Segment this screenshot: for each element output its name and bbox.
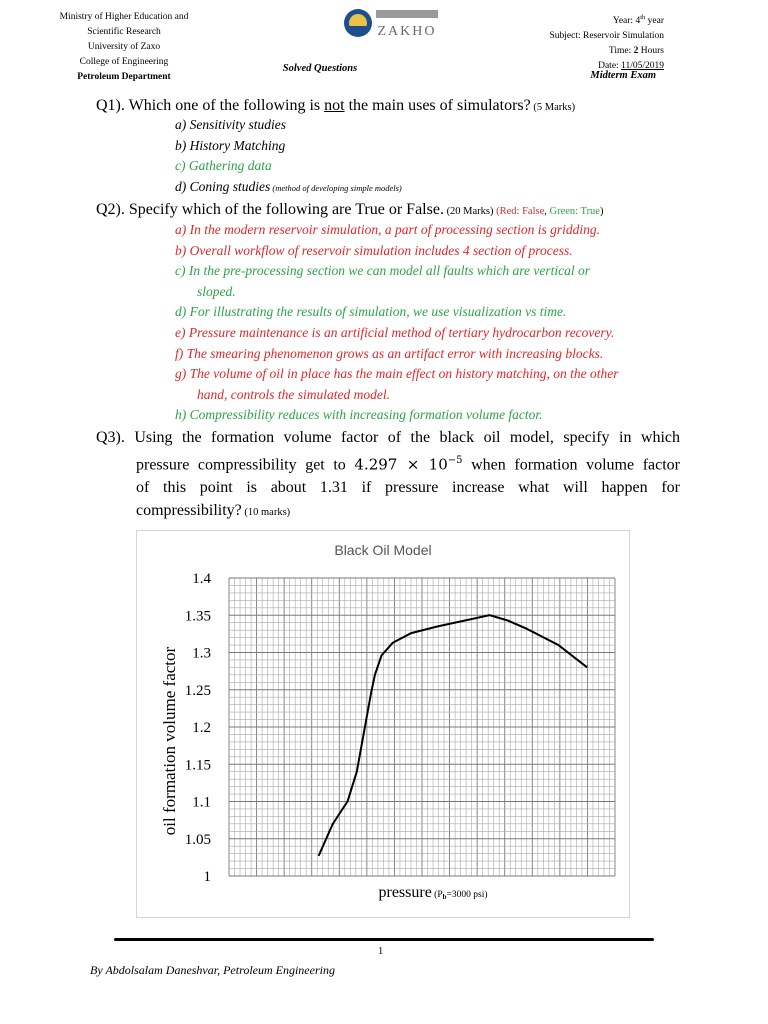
q3-line: compressibility? (10 marks) [136, 502, 291, 520]
chart-canvas [137, 531, 629, 917]
footer-author: By Abdolsalam Daneshvar, Petroleum Engineering [90, 963, 335, 977]
q2-option: g) The volume of oil in place has the main effect on history matching, on the other [175, 366, 619, 382]
q2-option-continued: sloped. [197, 283, 236, 299]
question-2-options [175, 220, 619, 426]
question-2: Q2). Specify which of the following are True or False. (20 Marks) (Red: False, Green: True) [96, 201, 604, 218]
q1-option: c) Gathering data [175, 158, 272, 174]
page-number: 1 [378, 946, 384, 957]
q1-option: b) History Matching [175, 137, 286, 153]
y-tick-label: 1.1 [192, 794, 211, 811]
q2-option: f) The smearing phenomenon grows as an artifact error with increasing blocks. [175, 345, 604, 361]
header-line: College of Engineering [79, 57, 169, 67]
exam-subject: Subject: Reservoir Simulation [549, 31, 664, 42]
y-tick-label: 1.25 [184, 682, 211, 699]
exam-type: Midterm Exam [590, 70, 656, 81]
chart-grid [229, 578, 615, 876]
q2-option: c) In the pre-processing section we can model all faults which are vertical or [175, 263, 591, 279]
q2-option-continued: hand, controls the simulated model. [197, 386, 390, 402]
y-tick-label: 1.15 [184, 757, 211, 774]
question-3 [96, 426, 680, 524]
exam-time: Time: 2 Hours [608, 46, 664, 57]
chart-series-line [319, 615, 588, 856]
y-tick-label: 1.35 [184, 608, 211, 625]
y-tick-label: 1 [203, 869, 211, 885]
university-logo [340, 4, 440, 44]
exam-year: Year: 4th year [612, 14, 664, 27]
question-1: Q1). Which one of the following is not the main uses of simulators? (5 Marks) [96, 97, 576, 114]
header-line: University of Zaxo [87, 42, 161, 52]
q3-line: Q3). Using the formation volume factor of the black oil model, specify in which [96, 429, 680, 446]
q1-option: a) Sensitivity studies [175, 117, 286, 132]
header-institution [44, 10, 204, 85]
q3-line: pressure compressibility get to $4.297 \times 10^{-5}$ when formation volume factor [136, 455, 680, 474]
chart-x-axis-label: pressure (Pb=3000 psi) [378, 884, 488, 901]
header-department: Petroleum Department [77, 72, 171, 82]
y-tick-label: 1.3 [192, 645, 211, 662]
header-line: Ministry of Higher Education and [59, 12, 189, 22]
q1-option: d) Coning studies (method of developing simple models) [175, 178, 402, 194]
q2-option: b) Overall workflow of reservoir simulation includes 4 section of process. [175, 242, 573, 258]
chart-y-ticks [185, 571, 212, 885]
q2-option: e) Pressure maintenance is an artificial method of tertiary hydrocarbon recovery. [175, 324, 615, 340]
q3-line: of this point is about 1.31 if pressure increase what will happen for [136, 479, 680, 497]
black-oil-chart [136, 530, 630, 918]
header-exam-info [549, 10, 664, 74]
question-1-options [175, 115, 402, 198]
q2-option: d) For illustrating the results of simulation, we use visualization vs time. [175, 304, 567, 320]
header-line: Scientific Research [87, 27, 161, 37]
emphasis-not: not [324, 97, 345, 114]
logo-text: ZAKHO [377, 24, 437, 39]
document-subtitle: Solved Questions [282, 63, 358, 74]
q2-option: h) Compressibility reduces with increasing formation volume factor. [175, 407, 543, 423]
exam-date: Date: 11/05/2019 [598, 61, 664, 72]
y-tick-label: 1.05 [184, 831, 211, 848]
y-tick-label: 1.4 [192, 571, 211, 587]
y-tick-label: 1.2 [192, 720, 211, 736]
footer-divider [114, 938, 654, 941]
q2-option: a) In the modern reservoir simulation, a part of processing section is gridding. [175, 222, 600, 237]
chart-y-axis-label: oil formation volume factor [160, 646, 179, 836]
chart-title: Black Oil Model [334, 542, 432, 558]
